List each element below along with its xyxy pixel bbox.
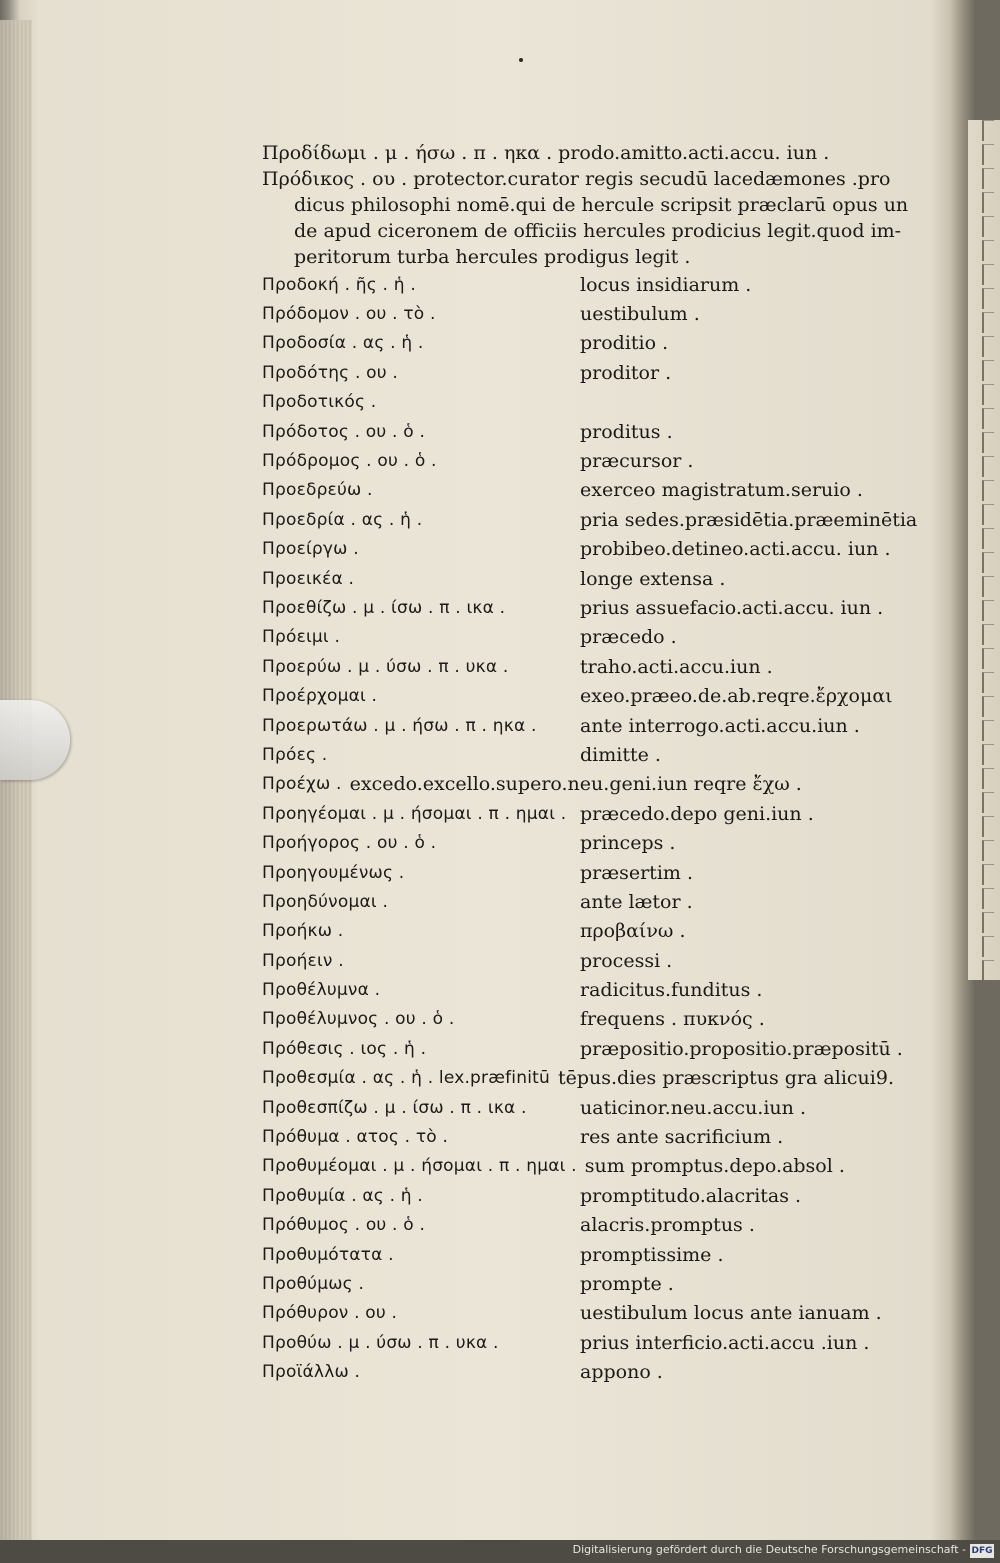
facing-page-fragment	[982, 336, 994, 357]
latin-gloss: προβαίνω .	[580, 920, 686, 943]
greek-headword: Πρόθυμα . ατος . τὸ .	[262, 1127, 449, 1148]
intro-line: Προδίδωμι . μ . ήσω . π . ηκα . prodo.amitto.acti.accu. iun .	[262, 142, 830, 164]
facing-page-fragment	[982, 864, 994, 885]
latin-gloss: ante lætor .	[580, 890, 693, 913]
facing-page-fragment	[982, 912, 994, 933]
facing-page-fragment	[982, 960, 994, 980]
dictionary-entry	[262, 917, 907, 946]
greek-headword: Πρόδομον . ου . τὸ .	[262, 304, 436, 325]
dictionary-entry	[262, 623, 907, 652]
facing-page-fragment	[982, 624, 994, 645]
facing-page-edge	[968, 120, 1000, 980]
facing-page-fragment	[982, 744, 994, 765]
latin-gloss: res ante sacrificium .	[580, 1126, 784, 1149]
latin-gloss: ante interrogo.acti.accu.iun .	[580, 714, 860, 737]
facing-page-fragment	[982, 600, 994, 621]
dictionary-entry	[262, 946, 907, 975]
dictionary-entry	[262, 652, 907, 681]
greek-headword: Προηγέομαι . μ . ήσομαι . π . ημαι .	[262, 803, 567, 824]
dictionary-entry	[262, 799, 907, 828]
greek-headword: Προεικέα .	[262, 568, 355, 589]
dictionary-entry	[262, 476, 907, 505]
greek-headword: Προήγορος . ου . ὁ .	[262, 833, 437, 854]
greek-headword: Προερύω . μ . ύσω . π . υκα .	[262, 656, 509, 677]
greek-headword: Προδοτικός .	[262, 392, 377, 413]
latin-gloss: pria sedes.præsidētia.præeminētia	[580, 508, 918, 531]
facing-page-fragment	[982, 480, 994, 501]
dictionary-entry	[262, 358, 907, 387]
latin-gloss: proditio .	[580, 332, 669, 355]
dictionary-entry	[262, 828, 907, 857]
latin-gloss: promptitudo.alacritas .	[580, 1184, 802, 1207]
greek-headword: Προερωτάω . μ . ήσω . π . ηκα .	[262, 715, 537, 736]
dictionary-entry	[262, 388, 907, 417]
facing-page-fragment	[982, 528, 994, 549]
greek-headword: Προηγουμένως .	[262, 862, 405, 883]
dictionary-entry	[262, 593, 907, 622]
facing-page-fragment	[982, 384, 994, 405]
dictionary-entry	[262, 299, 907, 328]
dictionary-entry	[262, 681, 907, 710]
latin-gloss: præcedo.depo geni.iun .	[580, 802, 814, 825]
latin-gloss: proditus .	[580, 420, 673, 443]
dictionary-entry	[262, 1269, 907, 1298]
latin-gloss: præsertim .	[580, 861, 693, 884]
intro-paragraph	[262, 140, 907, 270]
facing-page-fragment	[982, 648, 994, 669]
latin-gloss: præcedo .	[580, 626, 677, 649]
dictionary-entry	[262, 564, 907, 593]
facing-page-fragment	[982, 192, 994, 213]
facing-page-fragment	[982, 768, 994, 789]
latin-gloss: appono .	[580, 1361, 663, 1384]
dictionary-text	[262, 140, 918, 1387]
latin-gloss: tēpus.dies præscriptus gra alicui9.	[557, 1067, 894, 1090]
latin-gloss: radicitus.funditus .	[580, 979, 763, 1002]
dictionary-entry	[262, 1357, 907, 1386]
facing-page-fragment	[982, 456, 994, 477]
greek-headword: Προηδύνομαι .	[262, 891, 389, 912]
latin-gloss: prompte .	[580, 1272, 674, 1295]
latin-gloss: excedo.excello.supero.neu.geni.iun reqre ἔχω .	[349, 773, 802, 796]
dictionary-entry	[262, 505, 918, 534]
latin-gloss: uaticinor.neu.accu.iun .	[580, 1096, 806, 1119]
greek-headword: Προθεσπίζω . μ . ίσω . π . ικα .	[262, 1097, 527, 1118]
signature-dot	[519, 58, 523, 62]
greek-headword: Προήκω .	[262, 921, 344, 942]
greek-headword: Πρόθυμος . ου . ὁ .	[262, 1215, 426, 1236]
dictionary-entry	[262, 887, 907, 916]
entry-list	[262, 270, 918, 1387]
dictionary-entry	[262, 711, 907, 740]
greek-headword: Προϊάλλω .	[262, 1362, 361, 1383]
greek-headword: Προήειν .	[262, 950, 344, 971]
intro-line: peritorum turba hercules prodigus legit .	[294, 246, 691, 268]
dictionary-entry	[262, 535, 907, 564]
greek-headword: Προεδρεύω .	[262, 480, 373, 501]
facing-page-fragment	[982, 816, 994, 837]
greek-headword: Πρόες .	[262, 744, 328, 765]
facing-page-fragment	[982, 552, 994, 573]
facing-page-fragment	[982, 120, 994, 141]
facing-page-fragment	[982, 288, 994, 309]
facing-page-fragment	[982, 240, 994, 261]
dictionary-entry	[262, 1181, 907, 1210]
dictionary-entry	[262, 329, 907, 358]
greek-headword: Προθέλυμνος . ου . ὁ .	[262, 1009, 455, 1030]
greek-headword: Προθέλυμνα .	[262, 980, 381, 1001]
greek-headword: Πρόειμι .	[262, 627, 341, 648]
latin-gloss: exeo.præeo.de.ab.reqre.ἔρχομαι	[580, 685, 893, 708]
latin-gloss: uestibulum locus ante ianuam .	[580, 1302, 882, 1325]
facing-page-fragment	[982, 360, 994, 381]
facing-page-fragment	[982, 168, 994, 189]
facing-page-fragment	[982, 720, 994, 741]
facing-page-fragment	[982, 312, 994, 333]
facing-page-fragment	[982, 504, 994, 525]
greek-headword: Προθεσμία . ας . ἡ . lex.præfinitū	[262, 1068, 550, 1089]
greek-headword: Πρόθεσις . ιος . ἡ .	[262, 1038, 427, 1059]
latin-gloss: processi .	[580, 949, 673, 972]
greek-headword: Προδότης . ου .	[262, 362, 399, 383]
greek-headword: Προεθίζω . μ . ίσω . π . ικα .	[262, 597, 506, 618]
dictionary-entry	[262, 417, 907, 446]
facing-page-fragment	[982, 936, 994, 957]
dictionary-entry	[262, 1034, 907, 1063]
greek-headword: Προθυμότατα .	[262, 1244, 394, 1265]
dictionary-entry	[262, 446, 907, 475]
digitization-footer	[0, 1540, 1000, 1563]
latin-gloss: locus insidiarum .	[580, 273, 752, 296]
greek-headword: Προεδρία . ας . ἡ .	[262, 509, 423, 530]
latin-gloss: sum promptus.depo.absol .	[584, 1155, 845, 1178]
dictionary-entry	[262, 1299, 907, 1328]
latin-gloss: dimitte .	[580, 743, 661, 766]
latin-gloss: proditor .	[580, 361, 672, 384]
intro-line: Πρόδικος . ου . protector.curator regis secudū lacedæmones .pro	[262, 168, 891, 190]
facing-page-fragment	[982, 264, 994, 285]
dictionary-entry	[262, 740, 907, 769]
latin-gloss: princeps .	[580, 832, 676, 855]
latin-gloss: alacris.promptus .	[580, 1214, 755, 1237]
facing-page-fragment	[982, 672, 994, 693]
facing-page-fragment	[982, 888, 994, 909]
greek-headword: Προέχω .	[262, 774, 342, 795]
latin-gloss: promptissime .	[580, 1243, 724, 1266]
facing-page-fragment	[982, 576, 994, 597]
latin-gloss: frequens . πυκνός .	[580, 1008, 765, 1031]
greek-headword: Προείργω .	[262, 539, 359, 560]
intro-line: dicus philosophi nomē.qui de hercule scripsit præclarū opus un	[294, 194, 909, 216]
dictionary-entry	[262, 1005, 907, 1034]
dictionary-entry	[262, 770, 907, 799]
dictionary-entry	[262, 975, 907, 1004]
dictionary-entry	[262, 1211, 907, 1240]
footer-credit: Digitalisierung gefördert durch die Deutsche Forschungsgemeinschaft -	[572, 1543, 966, 1556]
latin-gloss: exerceo magistratum.seruio .	[580, 479, 863, 502]
dfg-logo-icon: DFG	[971, 1546, 993, 1556]
latin-gloss: traho.acti.accu.iun .	[580, 655, 773, 678]
greek-headword: Προδοσία . ας . ἡ .	[262, 333, 424, 354]
greek-headword: Πρόδρομος . ου . ὁ .	[262, 451, 437, 472]
greek-headword: Πρόθυρον . ου .	[262, 1303, 398, 1324]
facing-page-fragment	[982, 216, 994, 237]
dictionary-entry	[262, 1240, 907, 1269]
greek-headword: Προθυμία . ας . ἡ .	[262, 1185, 423, 1206]
page-clip	[0, 700, 70, 780]
facing-page-fragment	[982, 840, 994, 861]
latin-gloss: prius interficio.acti.accu .iun .	[580, 1331, 870, 1354]
facing-page-fragment	[982, 144, 994, 165]
facing-page-fragment	[982, 408, 994, 429]
latin-gloss: prius assuefacio.acti.accu. iun .	[580, 596, 884, 619]
dictionary-entry	[262, 1152, 907, 1181]
facing-page-fragment	[982, 792, 994, 813]
dictionary-entry	[262, 1093, 907, 1122]
greek-headword: Προθύω . μ . ύσω . π . υκα .	[262, 1332, 499, 1353]
page-stack-edge	[0, 20, 32, 1540]
dictionary-entry	[262, 858, 907, 887]
latin-gloss: probibeo.detineo.acti.accu. iun .	[580, 538, 891, 561]
greek-headword: Πρόδοτος . ου . ὁ .	[262, 421, 426, 442]
latin-gloss: longe extensa .	[580, 567, 726, 590]
greek-headword: Προδοκή . ῆς . ἡ .	[262, 274, 416, 295]
greek-headword: Προθύμως .	[262, 1273, 365, 1294]
latin-gloss: uestibulum .	[580, 303, 700, 326]
dictionary-entry	[262, 1064, 907, 1093]
greek-headword: Προέρχομαι .	[262, 686, 378, 707]
dictionary-entry	[262, 270, 907, 299]
dictionary-entry	[262, 1328, 907, 1357]
dictionary-entry	[262, 1122, 907, 1151]
greek-headword: Προθυμέομαι . μ . ήσομαι . π . ημαι .	[262, 1156, 577, 1177]
facing-page-fragment	[982, 696, 994, 717]
latin-gloss: præcursor .	[580, 450, 694, 473]
latin-gloss: præpositio.propositio.præpositū .	[580, 1037, 903, 1060]
facing-page-fragment	[982, 432, 994, 453]
intro-line: de apud ciceronem de officiis hercules prodicius legit.quod im-	[294, 220, 902, 242]
